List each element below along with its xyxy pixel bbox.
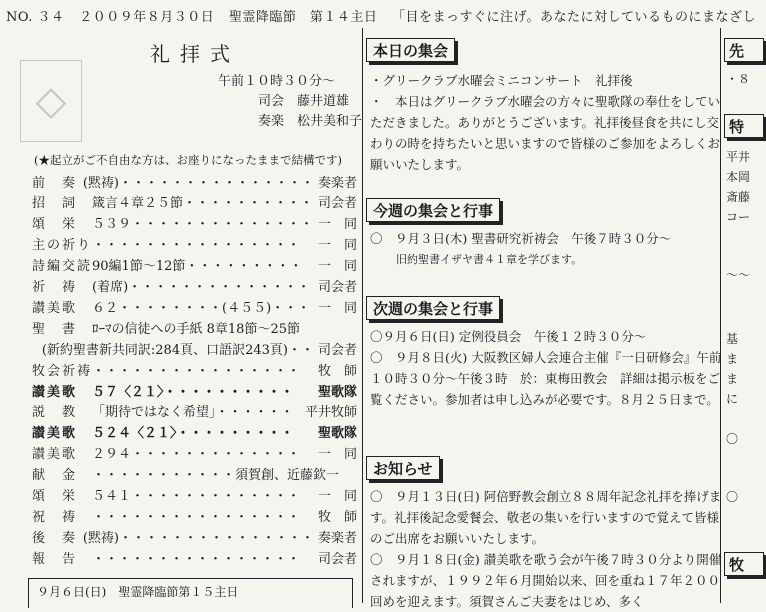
right-text: 基: [726, 332, 739, 346]
right-text: に: [726, 392, 739, 406]
order-row: [32, 547, 357, 567]
order-row: [32, 401, 357, 421]
right-text: 本岡: [726, 170, 751, 184]
order-content: ・・・・・・・・・・・・・・・・: [92, 238, 301, 254]
right-text: 斎藤: [726, 190, 751, 204]
order-content: (黙祷)・・・・・・・・・・・・・・・: [82, 175, 314, 191]
order-row: [32, 464, 357, 484]
order-content: (着席)・・・・・・・・・・・・・・: [92, 280, 311, 295]
this-week-content: [370, 228, 722, 270]
issue-date: ２００９年８月３０日: [79, 10, 215, 25]
right-heading-2: 特: [724, 114, 764, 138]
order-content: ・・・・・・・・・・・・・・・・: [92, 551, 301, 567]
bulletin-header: [6, 6, 756, 26]
order-responsible: 司会者: [317, 342, 357, 358]
right-text: 〇: [726, 490, 739, 504]
order-row: [32, 171, 357, 191]
order-row: [32, 380, 357, 400]
order-content: ５７〈２１〉・・・・・・・・・・: [92, 384, 294, 400]
standing-note: (★起立がご不自由な方は、お座りになったままで結構です): [34, 153, 342, 167]
right-text: ま: [726, 372, 739, 386]
order-responsible: 一 同: [317, 447, 357, 463]
order-label: 祈 祷: [32, 280, 78, 295]
order-responsible: 奏楽者: [317, 530, 357, 546]
next-week-item: 〇９月６日(日) 定例役員会 午後１２時３０分～: [370, 329, 647, 344]
order-responsible: 司会者: [317, 196, 357, 212]
order-content: 90編1節～12節・・・・・・・・・: [92, 259, 303, 275]
notices-content: [370, 486, 722, 612]
right-text: ・８: [726, 72, 751, 86]
issue-number: NO. ３４: [6, 10, 65, 25]
this-week-item: 〇 ９月３日(木) 聖書研究祈祷会 午後７時３０分～: [370, 231, 672, 246]
order-label: 主の祈り: [32, 238, 93, 254]
order-content: ５２４〈２１〉・・・・・・・・・: [92, 426, 294, 442]
order-content: ５４１・・・・・・・・・・・・・: [92, 489, 301, 504]
order-label: 讃美歌: [32, 300, 78, 316]
order-row: [32, 213, 357, 233]
order-content: (黙祷)・・・・・・・・・・・・・・・: [82, 530, 314, 546]
order-label: 讃美歌: [32, 426, 78, 442]
order-label: 讃美歌: [32, 384, 78, 400]
order-row: [32, 276, 357, 296]
section-heading-notices: お知らせ: [366, 456, 440, 480]
order-label: 牧会祈祷: [32, 363, 93, 379]
order-label: 招 詞: [32, 196, 78, 212]
header-quote: 「目をまっすぐに注げ。あなたに対しているものにまなざし: [392, 10, 756, 25]
notice-item: 〇 ９月１３日(日) 阿倍野教会創立８８周年記念礼拝を捧げます。礼拝後記念愛餐会、敬老の集いを行いますので覚えて皆様のご出席をお願いいたします。: [370, 489, 722, 546]
today-item: ・ 本日はグリークラブ水曜会の方々に聖歌隊の奉仕をしていただきました。ありがとうございます。礼拝後昼食を共にし交わりの時を持ちたいと思いますので皆様のご参加をよろしくお願いいたします。: [370, 94, 721, 172]
order-responsible: 一 同: [317, 217, 357, 233]
order-label: 献 金: [32, 468, 78, 484]
order-content: ６２・・・・・・・・(４５５)・・・: [92, 300, 311, 316]
order-label: 報 告: [32, 551, 78, 567]
order-responsible: 司会者: [317, 280, 357, 295]
order-row: [32, 359, 357, 379]
service-time: 午前１０時３０分～: [218, 74, 336, 89]
order-row: [32, 443, 357, 463]
order-responsible: 一 同: [317, 300, 357, 316]
order-responsible: 一 同: [317, 259, 357, 275]
service-title: 礼拝式: [150, 42, 240, 66]
order-label: 祝 祷: [32, 509, 78, 525]
order-content: (新約聖書新共同訳:284頁、口語訳243頁)・・: [41, 342, 314, 358]
order-content: ・・・・・・・・・・・・・・・・: [92, 363, 301, 379]
order-responsible: 司会者: [317, 551, 357, 567]
order-row: [32, 296, 357, 316]
right-text: 〜〜: [726, 268, 751, 282]
order-label: 詩編交読: [32, 259, 93, 275]
order-responsible: 牧 師: [317, 509, 357, 525]
next-week-text: ９月６日(日) 聖霊降臨節第１５主日: [37, 585, 239, 599]
order-label: 讃美歌: [32, 447, 78, 463]
order-content: 「期待ではなく希望」・・・・・・: [92, 405, 294, 421]
order-label: 頌 栄: [32, 217, 78, 233]
order-row: [32, 234, 357, 254]
order-row: [32, 317, 357, 337]
today-item: ・グリークラブ水曜会ミニコンサート 礼拝後: [370, 73, 633, 88]
liturgical-season: 聖霊降臨節 第１４主日: [228, 10, 378, 25]
right-text: 〇: [726, 432, 739, 446]
order-row: [32, 338, 357, 358]
officiant: 司会 藤井道雄: [258, 94, 350, 109]
right-heading-3: 牧: [724, 552, 764, 576]
order-responsible: 聖歌隊: [317, 426, 357, 442]
column-divider: [362, 28, 363, 603]
order-responsible: 牧 師: [317, 363, 357, 379]
order-label: 説 教: [32, 405, 78, 421]
next-week-content: [370, 326, 722, 410]
order-content: ﾛｰﾏの信徒への手紙 8章18節～25節: [92, 321, 300, 337]
order-content: ・・・・・・・・・・・・・・・・: [92, 509, 301, 525]
order-row: [32, 255, 357, 275]
right-text: 平井: [726, 150, 751, 164]
order-label: 聖 書: [32, 321, 78, 337]
section-heading-next-week: 次週の集会と行事: [366, 296, 500, 320]
order-row: [32, 526, 357, 546]
order-responsible: 奏楽者: [317, 175, 357, 191]
organist: 奏楽 松井美和子: [258, 114, 363, 129]
right-text: コー: [726, 210, 751, 224]
order-content: ５３９・・・・・・・・・・・・・・: [92, 217, 314, 233]
order-label: 後 奏: [32, 530, 78, 546]
order-content: ２９４・・・・・・・・・・・・・: [92, 447, 301, 463]
order-responsible: 一 同: [317, 238, 357, 254]
order-content: 箴言４章２５節・・・・・・・・・・: [92, 196, 314, 212]
faded-watermark-image: ◇: [20, 60, 82, 142]
order-responsible: 聖歌隊: [317, 384, 357, 400]
this-week-sub: 旧約聖書イザヤ書４１章を学びます。: [396, 253, 583, 266]
order-row: [32, 422, 357, 442]
order-responsible: 平井牧師: [304, 405, 357, 421]
next-week-box: [28, 578, 353, 608]
order-responsible: 一 同: [317, 489, 357, 504]
notice-item: 〇 ９月１８日(金) 讃美歌を歌う会が午後７時３０分より開催されますが、１９９２年６月開始以来、回を重ね１７年２００回めを迎えます。須賀さんご夫妻をはじめ、多く: [370, 552, 722, 609]
order-label: 頌 栄: [32, 489, 78, 504]
order-row: [32, 505, 357, 525]
right-heading-1: 先: [724, 38, 764, 62]
today-content: [370, 70, 722, 175]
next-week-item: 〇 ９月８日(火) 大阪教区婦人会連合主催『一日研修会』午前１０時３０分～午後３時 於：東梅田教会 詳細は掲示板をご覧ください。参加者は申し込みが必要です。８月２５日まで。: [370, 350, 722, 407]
order-row: [32, 192, 357, 212]
right-text: ま: [726, 352, 739, 366]
section-heading-this-week: 今週の集会と行事: [366, 198, 500, 222]
order-content: ・・・・・・・・・・・須賀創、近藤欽一: [92, 468, 340, 484]
order-label: 前 奏: [32, 175, 78, 191]
section-heading-today: 本日の集会: [366, 38, 455, 62]
order-row: [32, 485, 357, 505]
